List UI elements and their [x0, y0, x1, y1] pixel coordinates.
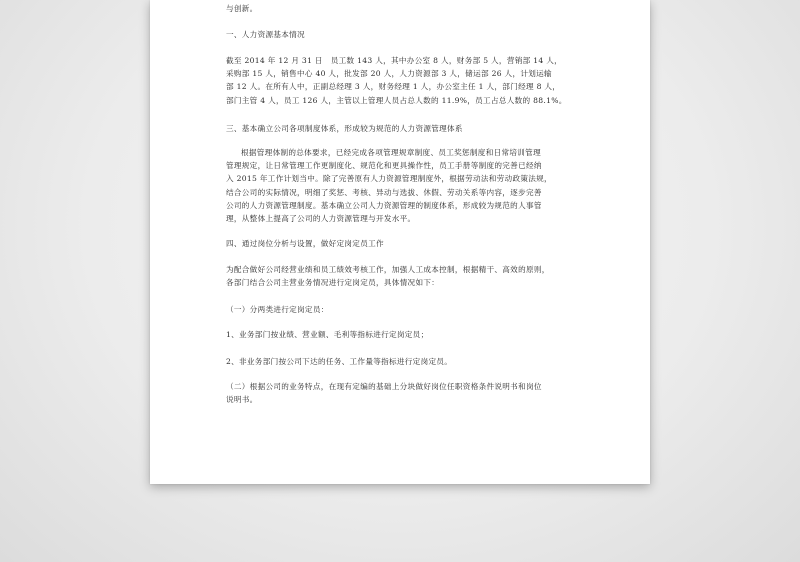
paragraph-line: 部门主管 4 人，员工 126 人，主管以上管理人员占总人数的 11.9%，员工占总人数的 88.1%。	[226, 95, 567, 105]
section-heading-4	[226, 237, 578, 250]
list-item-1	[226, 328, 578, 341]
paragraph-positions	[226, 263, 578, 289]
heading-text: 一、人力资源基本情况	[226, 30, 305, 39]
paragraph-job-descriptions	[226, 380, 578, 406]
document-page	[150, 0, 650, 484]
heading-text: 三、基本确立公司各项制度体系，形成较为规范的人力资源管理体系	[226, 124, 463, 133]
list-item-text: 1、业务部门按业绩、营业额、毛利等指标进行定岗定员；	[226, 330, 429, 339]
paragraph-line: （二）根据公司的业务特点，在现有定编的基础上分块做好岗位任职资格条件说明书和岗位	[226, 382, 542, 391]
paragraph-line: 为配合做好公司经营业绩和员工绩效考核工作，加强人工成本控制，根据精干、高效的原则，	[226, 265, 550, 274]
list-item-text: 2、非业务部门按公司下达的任务、工作量等指标进行定岗定员。	[226, 357, 453, 366]
paragraph-line: 各部门结合公司主营业务情况进行定岗定员，具体情况如下：	[226, 278, 440, 288]
paragraph-line: 结合公司的实际情况，明细了奖惩、考核、异动与选拔、休假、劳动关系等内容，逐步完善	[226, 187, 542, 197]
paragraph-line: 入 2015 年工作计划当中。除了完善原有人力资源管理制度外，根据劳动法和劳动政策法规，	[226, 174, 552, 184]
paragraph-line: 公司的人力资源管理制度。基本确立公司人力资源管理的制度体系，形成较为规范的人事管	[226, 200, 542, 210]
list-item-2	[226, 355, 578, 368]
subheading-one	[226, 303, 578, 316]
paragraph-line: 理，从整体上提高了公司的人力资源管理与开发水平。	[226, 214, 416, 224]
paragraph-staff-stats	[226, 54, 578, 107]
heading-text: 四、通过岗位分析与设置，做好定岗定员工作	[226, 239, 384, 248]
text-line-fragment: 与创新。	[226, 4, 258, 13]
paragraph-line: 部 12 人。在所有人中，正副总经理 3 人，财务经理 1 人，办公室主任 1 人，部门经理 8 人，	[226, 82, 561, 92]
text-line	[226, 2, 578, 15]
paragraph-line: 采购部 15 人，销售中心 40 人，批发部 20 人，人力资源部 3 人，储运部 26 人，计划运输	[226, 69, 552, 79]
paragraph-system	[226, 146, 578, 225]
paragraph-line: 截至 2014 年 12 月 31 日 员工数 143 人，其中办公室 8 人，财务部 5 人，营销部 14 人，	[226, 56, 562, 65]
subheading-text: （一）分两类进行定岗定员：	[226, 305, 329, 314]
section-heading-3	[226, 122, 578, 135]
paragraph-line: 根据管理体制的总体要求，已经完成各项管理规章制度、员工奖惩制度和日常培训管理	[241, 148, 541, 157]
paragraph-line: 管理规定，让日常管理工作更制度化、规范化和更具操作性，员工手册等制度的完善已经纳	[226, 161, 542, 171]
paragraph-line: 说明书。	[226, 395, 258, 405]
section-heading-1	[226, 28, 578, 41]
